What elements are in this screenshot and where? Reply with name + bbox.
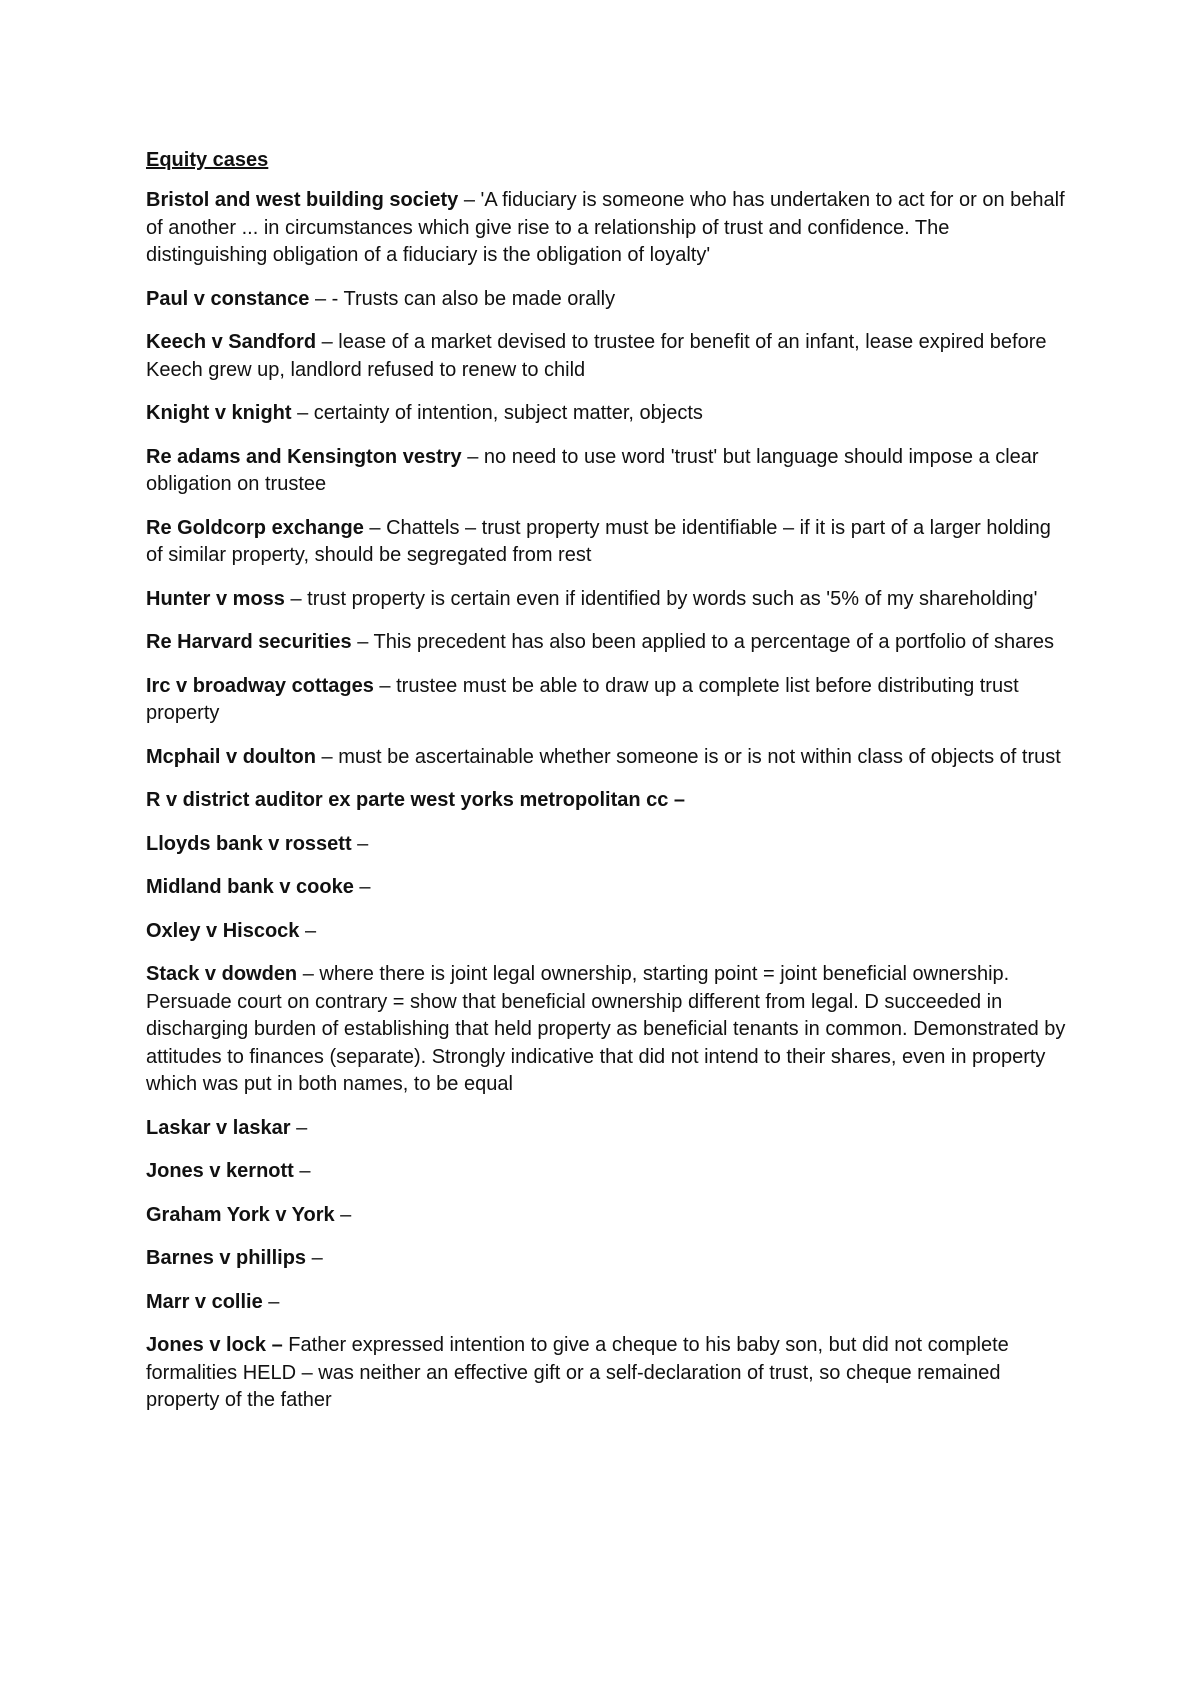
- case-name: Keech v Sandford: [146, 331, 317, 353]
- case-entry: [146, 1202, 1066, 1230]
- case-entry: [146, 744, 1066, 772]
- case-note: – lease of a market devised to trustee for benefit of an infant, lease expired before Keech grew up, landlord refused to renew to child: [146, 331, 1053, 381]
- case-name: Oxley v Hiscock: [146, 919, 300, 942]
- case-name: Knight v knight: [146, 402, 292, 424]
- case-name: Mcphail v doulton: [146, 745, 316, 768]
- case-entry: [146, 1115, 1066, 1143]
- case-note: –: [299, 919, 317, 942]
- case-name: Paul v constance: [146, 287, 310, 310]
- case-entry: [146, 961, 1071, 1099]
- case-entry: [146, 629, 1066, 657]
- case-note: – 'A fiduciary is someone who has undertaken to act for or on behalf of another ... in circumstances which give rise to a relationship of trust and confidence. The distinguishing obligation of a fiduciary is the obligation of loyalty': [146, 189, 1071, 266]
- case-name: Re Harvard securities: [146, 631, 352, 653]
- case-entry: [146, 286, 1066, 314]
- case-entry: [146, 187, 1071, 270]
- case-note: – certainty of intention, subject matter, objects: [291, 402, 703, 424]
- case-note: – Chattels – trust property must be identifiable – if it is part of a larger holding of similar property, should be segregated from rest: [146, 516, 1057, 566]
- case-entry: [146, 918, 1066, 946]
- case-entry: [146, 586, 1066, 614]
- case-note: – must be ascertainable whether someone is or is not within class of objects of trust: [316, 745, 1061, 768]
- case-note: – trustee must be able to draw up a complete list before distributing trust property: [146, 674, 1025, 724]
- case-name: Re Goldcorp exchange: [146, 516, 364, 539]
- case-note: – This precedent has also been applied to a percentage of a portfolio of shares: [351, 631, 1054, 653]
- case-entry: [146, 874, 1066, 902]
- case-note: –: [668, 789, 686, 811]
- case-entry: [146, 673, 1066, 728]
- case-name: Hunter v moss: [146, 587, 285, 610]
- case-entry: [146, 1332, 1066, 1415]
- case-note: –: [293, 1160, 311, 1182]
- case-name: Lloyds bank v rossett: [146, 832, 352, 855]
- case-name: Jones v lock –: [146, 1334, 283, 1356]
- case-entry: [146, 1245, 1066, 1273]
- case-note: – trust property is certain even if identified by words such as '5% of my shareholding': [284, 587, 1038, 610]
- case-name: Marr v collie: [146, 1290, 263, 1313]
- case-note: Father expressed intention to give a cheque to his baby son, but did not complete formalities HELD – was neither an effective gift or a self-declaration of trust, so cheque remained property of the father: [146, 1334, 1015, 1411]
- document-title: Equity cases: [146, 149, 269, 171]
- case-name: Irc v broadway cottages: [146, 674, 374, 697]
- case-name: Re adams and Kensington vestry: [146, 445, 462, 468]
- case-note: – no need to use word 'trust' but language should impose a clear obligation on trustee: [146, 445, 1045, 495]
- case-note: –: [351, 832, 369, 855]
- case-name: Barnes v phillips: [146, 1247, 307, 1269]
- case-name: Stack v dowden: [146, 963, 298, 985]
- case-name: Bristol and west building society: [146, 189, 459, 211]
- case-name: R v district auditor ex parte west yorks metropolitan cc: [146, 789, 669, 811]
- document-page: [146, 146, 1071, 1431]
- case-note: – - Trusts can also be made orally: [309, 287, 616, 310]
- case-entry: [146, 831, 1066, 859]
- case-entry: [146, 400, 1066, 428]
- case-entry: [146, 329, 1066, 384]
- case-note: –: [334, 1203, 352, 1226]
- case-name: Jones v kernott: [146, 1160, 294, 1182]
- case-note: –: [353, 876, 371, 898]
- case-note: –: [290, 1116, 308, 1139]
- case-note: –: [262, 1290, 280, 1313]
- case-entry: [146, 787, 1066, 815]
- case-entry: [146, 1158, 1066, 1186]
- case-note: – where there is joint legal ownership, starting point = joint beneficial ownership. Persuade court on contrary = show that beneficial ownership different from legal. D succeeded in discharging burden of establishing that held property as beneficial tenants in common. Demonstrated by attitudes to finances (separate). Strongly indicative that did not intend to their shares, even in property which was put in both names, to be equal: [146, 963, 1071, 1095]
- case-note: –: [306, 1247, 323, 1269]
- case-name: Graham York v York: [146, 1203, 335, 1226]
- case-name: Midland bank v cooke: [146, 876, 354, 898]
- case-name: Laskar v laskar: [146, 1116, 291, 1139]
- case-entry: [146, 515, 1066, 570]
- case-entry: [146, 444, 1066, 499]
- case-entry: [146, 1289, 1066, 1317]
